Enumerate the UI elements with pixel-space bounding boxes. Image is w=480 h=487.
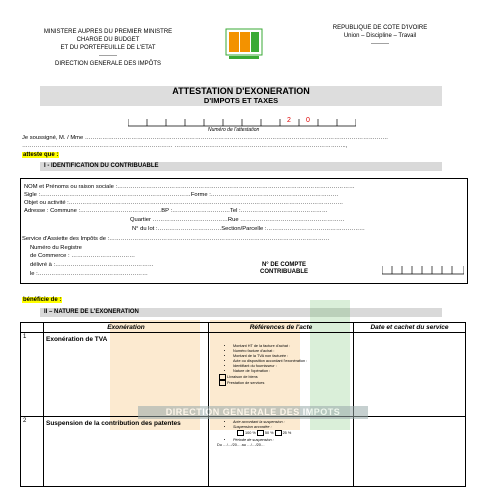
reference-item[interactable]: • Identifiant du fournisseur :	[233, 364, 351, 369]
compte-label-line-1: N° DE COMPTE	[261, 262, 307, 268]
field-date[interactable]: le :…………………………………………………	[30, 271, 148, 277]
republic-separator: ---------	[371, 41, 389, 47]
reference-item[interactable]: • Nature de l'opération :	[233, 369, 351, 374]
header-references: Références de l'acte	[209, 323, 354, 333]
option-prestation[interactable]	[211, 380, 351, 386]
percent-label: 25 %	[282, 431, 292, 435]
republic-header	[300, 24, 460, 48]
percent-label: 100 %	[245, 431, 256, 435]
field-service-assiette[interactable]: Service d'Assiette des Impôts de :……………………………………………………………………………………………………	[22, 236, 330, 242]
compte-contribuable-boxes[interactable]	[382, 262, 464, 280]
references-list	[211, 344, 351, 374]
compte-contribuable-label	[260, 262, 308, 276]
checkbox[interactable]	[219, 380, 226, 386]
document-title	[40, 86, 442, 106]
section-identification-bar	[40, 162, 442, 171]
row-title: Exonération de TVA	[46, 336, 108, 343]
soussigne-line[interactable]: Je soussigné, M. / Mme ………………………………………………………………………………………………………………………………………….	[22, 135, 388, 141]
compte-label-line-2: CONTRIBUABLE	[260, 269, 308, 275]
republic-line: REPUBLIQUE DE COTE D'IVOIRE	[332, 25, 428, 31]
table-header-row	[21, 323, 466, 333]
header-num	[21, 323, 44, 333]
dgi-logo	[225, 28, 263, 62]
row-number: 2	[21, 417, 44, 487]
percent-label: 50 %	[264, 431, 274, 435]
reference-item[interactable]: • Acte accordant la suspension :	[233, 420, 351, 425]
watermark-text: DIRECTION GENERALE DES IMPOTS	[138, 406, 368, 419]
table-row	[21, 333, 466, 417]
ministry-separator: ---------	[99, 53, 117, 59]
percent-options	[211, 430, 351, 436]
row-exoneration-cell	[44, 333, 209, 417]
option-label: Prestation de services	[227, 381, 265, 385]
field-quartier[interactable]: Quartier …………………………………Rue ………………………………………………	[130, 217, 345, 223]
row-date-cell[interactable]	[354, 417, 466, 487]
ministry-header	[18, 28, 198, 68]
row-title: Suspension de la contribution des patentes	[46, 420, 181, 427]
beneficie-label: bénéficie de :	[23, 297, 62, 303]
header-exoneration: Exonération	[44, 323, 209, 333]
reference-item[interactable]: • Numéro facture d'achat :	[233, 349, 351, 354]
attestation-number-boxes[interactable]	[128, 117, 356, 127]
registre-label: Numéro du Registre	[30, 245, 82, 251]
references-list	[211, 420, 351, 430]
field-lot[interactable]: N° du lot :……………………………Section/Parcelle :……………………………………………	[132, 226, 365, 232]
row-exoneration-cell	[44, 417, 209, 487]
reference-item[interactable]: • Acte ou disposition accordant l'exonération :	[233, 359, 351, 364]
reference-item[interactable]: • Montant de la TVA non facturée :	[233, 354, 351, 359]
field-delivre[interactable]: délivré à :……………………………………………	[30, 262, 154, 268]
row-date-cell[interactable]	[354, 333, 466, 417]
title-line-2: D'IMPOTS ET TAXES	[203, 96, 279, 105]
ministry-line: MINISTERE AUPRES DU PREMIER MINISTRE	[43, 29, 173, 35]
field-adresse[interactable]: Adresse : Commune :……………………………………BP :…………………………Tel :………………………………………	[24, 208, 328, 214]
table-row	[21, 417, 466, 487]
ministry-line: ET DU PORTEFEUILLE DE L'ETAT	[60, 45, 156, 51]
checkbox[interactable]	[237, 430, 244, 436]
checkbox[interactable]	[257, 430, 264, 436]
title-line-1: ATTESTATION D'EXONERATION	[172, 86, 310, 96]
field-objet[interactable]: Objet ou activité :…………………………………………………………………………………………………………………………….	[24, 200, 343, 206]
period-field[interactable]: Du …/…/20… au …/…/20…	[217, 443, 265, 447]
checkbox[interactable]	[275, 430, 282, 436]
number-digit: 0	[306, 117, 310, 124]
field-nom[interactable]: NOM et Prénoms ou raison sociale :……………………………………………………………………………………………………………	[24, 184, 355, 190]
motto-line: Union – Discipline – Travail	[343, 33, 417, 39]
row-references-cell	[209, 417, 354, 487]
atteste-que-label: atteste que :	[23, 152, 59, 158]
section-exoneration-title: II – NATURE DE L'EXONERATION	[44, 309, 139, 315]
option-label: Livraison de biens	[227, 375, 258, 379]
field-sigle[interactable]: Sigle :……………………………………………………………………Forme :…………………………………………………………	[24, 192, 339, 198]
header-date-cachet: Date et cachet du service	[354, 323, 466, 333]
ministry-line: DIRECTION GENERALE DES IMPÔTS	[54, 61, 162, 67]
number-digit: 2	[287, 117, 291, 124]
soussigne-dots-line[interactable]: …………………………………………………………………… ……………………………………………………………………………..,	[22, 143, 348, 149]
row-number: 1	[21, 333, 44, 417]
ministry-line: CHARGE DU BUDGET	[76, 37, 140, 43]
row-references-cell	[209, 333, 354, 417]
field-registre-commerce[interactable]: de Commerce : ……………………………	[30, 253, 136, 259]
section-identification-title: I - IDENTIFICATION DU CONTRIBUABLE	[44, 163, 159, 169]
attestation-number-label: Numéro de l'attestation	[208, 127, 260, 133]
reference-item[interactable]: • Suspension accordée :	[233, 425, 351, 430]
exoneration-table	[20, 322, 466, 487]
period-label: • Période de suspension :	[233, 438, 351, 443]
reference-item[interactable]: • Montant HT de la facture d'achat :	[233, 344, 351, 349]
